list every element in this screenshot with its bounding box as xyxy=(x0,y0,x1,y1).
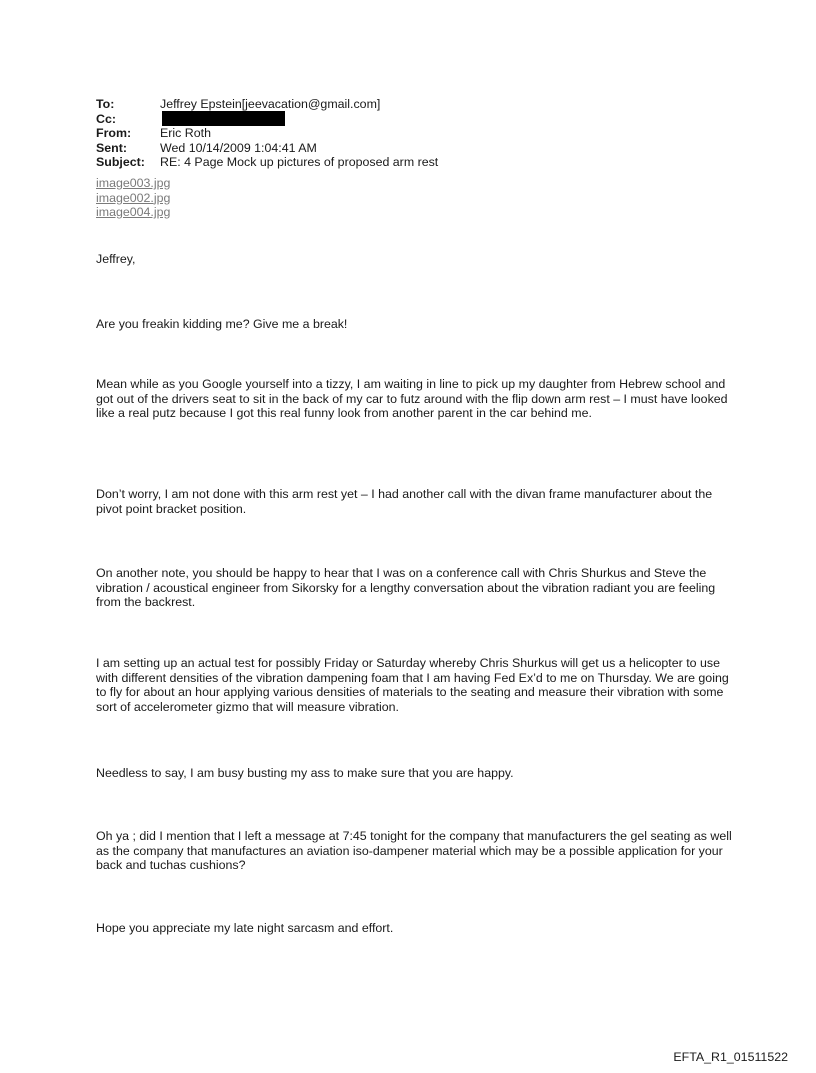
attachment-link[interactable]: image002.jpg xyxy=(96,190,171,205)
cc-label: Cc: xyxy=(96,111,116,126)
greeting: Jeffrey, xyxy=(96,252,136,266)
attachment-list xyxy=(96,176,170,220)
sent-label: Sent: xyxy=(96,140,127,155)
email-header xyxy=(96,97,736,170)
body-paragraph: Mean while as you Google yourself into a tizzy, I am waiting in line to pick up my daughter from Hebrew school and got out of the drivers seat to sit in the back of my car to futz around with the flip down arm rest – I must have looked like a real putz because I got this real funny look from another parent in the car behind me. xyxy=(96,377,728,420)
body-paragraph: Needless to say, I am busy busting my ass to make sure that you are happy. xyxy=(96,766,514,780)
attachment-link[interactable]: image003.jpg xyxy=(96,176,171,190)
cc-row xyxy=(96,112,736,127)
body-paragraph: On another note, you should be happy to hear that I was on a conference call with Chris Shurkus and Steve the vibration / acoustical engineer from Sikorsky for a lengthy conversation about the vibration radiant you are feeling from the backrest. xyxy=(96,566,716,609)
body-paragraph: Are you freakin kidding me? Give me a break! xyxy=(96,317,348,331)
body-paragraph: Don’t worry, I am not done with this arm rest yet – I had another call with the divan frame manufacturer about the pivot point bracket position. xyxy=(96,487,713,516)
subject-value: RE: 4 Page Mock up pictures of proposed arm rest xyxy=(160,155,439,169)
body-paragraph: Hope you appreciate my late night sarcasm and effort. xyxy=(96,921,394,935)
subject-row xyxy=(96,155,736,170)
document-id: EFTA_R1_01511522 xyxy=(673,1050,788,1064)
to-label: To: xyxy=(96,97,115,111)
from-row xyxy=(96,126,736,141)
body-paragraph: Oh ya ; did I mention that I left a message at 7:45 tonight for the company that manufacturers the gel seating as well as the company that manufactures an aviation iso-dampener material which may be a possible application for your back and tuchas cushions? xyxy=(96,829,732,872)
attachment-link[interactable]: image004.jpg xyxy=(96,205,171,219)
to-row xyxy=(96,97,736,112)
from-value: Eric Roth xyxy=(160,126,211,140)
subject-label: Subject: xyxy=(96,155,145,169)
redaction-bar xyxy=(162,111,285,126)
to-value: Jeffrey Epstein[jeevacation@gmail.com] xyxy=(160,97,381,111)
cc-value xyxy=(160,112,736,127)
sent-value: Wed 10/14/2009 1:04:41 AM xyxy=(160,140,317,155)
body-paragraph: I am setting up an actual test for possibly Friday or Saturday whereby Chris Shurkus will get us a helicopter to use with different densities of the vibration dampening foam that I am having Fed Ex’d to me on Thursday. We are going to fly for about an hour applying various densities of materials to the seating and measure their vibration with some sort of accelerometer gizmo that will measure vibration. xyxy=(96,656,729,714)
sent-row xyxy=(96,141,736,156)
from-label: From: xyxy=(96,126,132,140)
